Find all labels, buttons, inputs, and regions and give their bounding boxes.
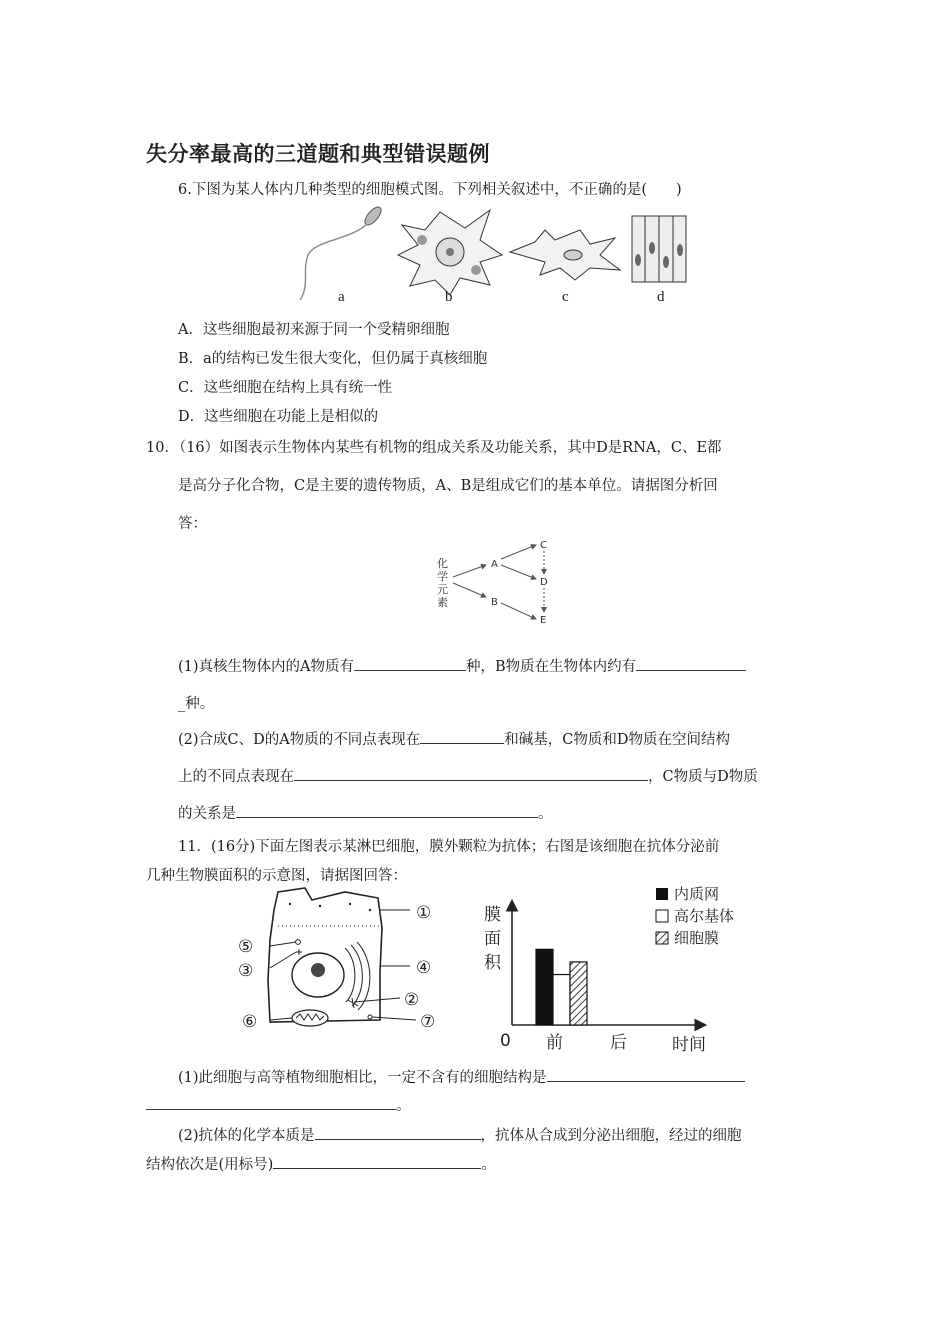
x-tick-label-before: 前 [546,1033,563,1053]
fibroblast-cell-figure [510,230,620,280]
q10-p2-text-e: 的关系是 [178,806,236,822]
q10-line-3: 答： [178,516,207,532]
q10-p2-text-b: 和碱基，C物质和D物质在空间结构 [504,732,730,748]
q10-part-2-end [178,802,553,823]
q10-p2-text-a: (2)合成C、D的A物质的不同点表现在 [178,732,421,748]
diagram-element-4: 素 [437,596,448,609]
figure-label-b: b [445,289,453,305]
cell-label-2: ② [404,990,420,1010]
q10-p1-text-c: _种。 [178,696,215,712]
y-axis-label-2: 面 [484,929,501,949]
legend-swatch-golgi [656,910,668,922]
q10-line-1: 10．（16）如图表示生物体内某些有机物的组成关系及功能关系，其中D是RNA，C、E都 [146,440,722,456]
q11-part-1 [178,1066,745,1087]
bar-er-before [536,949,553,1025]
cell-label-5: ⑤ [238,937,254,957]
y-axis-label-3: 积 [484,953,501,973]
q6-option-a: A．这些细胞最初来源于同一个受精卵细胞 [178,322,450,338]
q11-answer-blank-4[interactable] [273,1154,481,1169]
x-tick-label-after: 后 [610,1033,627,1053]
origin-label: 0 [500,1031,511,1051]
q11-line-1: 11．(16分)下面左图表示某淋巴细胞，膜外颗粒为抗体；右图是该细胞在抗体分泌前 [178,839,720,855]
y-axis-label-1: 膜 [484,905,501,925]
q11-part-1-cont [146,1094,411,1115]
diagram-node-e: E [540,615,547,626]
diagram-node-d: D [540,577,548,588]
x-axis-label: 时间 [672,1035,706,1055]
legend-swatch-membrane [656,932,668,944]
q6-stem: 6.下图为某人体内几种类型的细胞模式图。下列相关叙述中，不正确的是( ) [178,182,682,198]
lymphocyte-cell-diagram [230,880,450,1040]
legend-label-golgi: 高尔基体 [674,907,735,925]
q10-line-2: 是高分子化合物，C是主要的遗传物质，A、B是组成它们的基本单位。请据图分析回 [178,478,718,494]
q10-p2-text-c: 上的不同点表现在 [178,769,294,785]
q10-flow-diagram [420,535,570,630]
q11-p2-text-d: 。 [481,1157,496,1173]
q10-part-2-cont [178,765,758,786]
membrane-area-chart [478,880,778,1058]
legend-swatch-er [656,888,668,900]
bar-membrane-before [570,962,587,1025]
q6-option-d: D．这些细胞在功能上是相似的 [178,409,379,425]
figure-label-a: a [338,289,345,305]
sperm-cell-figure [300,204,384,300]
q10-p1-text-a: (1)真核生物体内的A物质有 [178,659,355,675]
figure-label-d: d [657,289,665,305]
diagram-element-1: 化 [437,557,448,570]
q11-part-2-cont [146,1153,496,1174]
q11-answer-blank-1[interactable] [547,1067,745,1082]
q10-part-1 [178,655,746,676]
q6-option-c: C．这些细胞在结构上具有统一性 [178,380,393,396]
q10-answer-blank-2[interactable] [636,656,746,671]
q6-option-b: B．a的结构已发生很大变化，但仍属于真核细胞 [178,351,488,367]
diagram-node-c: C [540,540,547,551]
q10-p2-text-d: ，C物质与D物质 [648,769,758,785]
diagram-element-2: 学 [437,570,448,583]
q11-part-2 [178,1124,742,1145]
q10-p2-text-f: 。 [538,806,553,822]
epithelial-cell-figure [632,216,686,282]
page-title: 失分率最高的三道题和典型错误题例 [146,142,490,166]
q11-answer-blank-3[interactable] [315,1125,481,1140]
diagram-element-3: 元 [437,583,448,596]
cell-label-4: ④ [416,958,432,978]
q10-answer-blank-1[interactable] [354,656,466,671]
q10-p1-text-b: 种，B物质在生物体内约有 [466,659,637,675]
diagram-node-a: A [491,559,498,570]
q11-p2-text-c: 结构依次是(用标号) [146,1157,274,1173]
q11-p2-text-b: ，抗体从合成到分泌出细胞，经过的细胞 [480,1128,742,1144]
figure-label-c: c [562,289,569,305]
q10-answer-blank-4[interactable] [294,766,648,781]
q11-p1-text-a: (1)此细胞与高等植物细胞相比，一定不含有的细胞结构是 [178,1070,547,1086]
q11-p1-text-b: 。 [396,1098,411,1114]
nerve-cell-figure [398,210,502,295]
q11-answer-blank-2[interactable] [146,1095,396,1110]
bar-golgi-before [553,975,570,1025]
legend-label-er: 内质网 [674,885,720,903]
cell-label-7: ⑦ [420,1012,436,1032]
q6-cell-figures [290,200,710,312]
q11-p2-text-a: (2)抗体的化学本质是 [178,1128,315,1144]
legend-label-membrane: 细胞膜 [674,929,720,947]
cell-label-3: ③ [238,961,254,981]
q10-part-2 [178,728,730,749]
cell-label-1: ① [416,903,432,923]
q10-answer-blank-5[interactable] [236,803,538,818]
q11-line-2: 几种生物膜面积的示意图，请据图回答： [146,868,407,884]
diagram-node-b: B [491,597,498,608]
cell-label-6: ⑥ [242,1012,258,1032]
q10-answer-blank-3[interactable] [420,729,504,744]
